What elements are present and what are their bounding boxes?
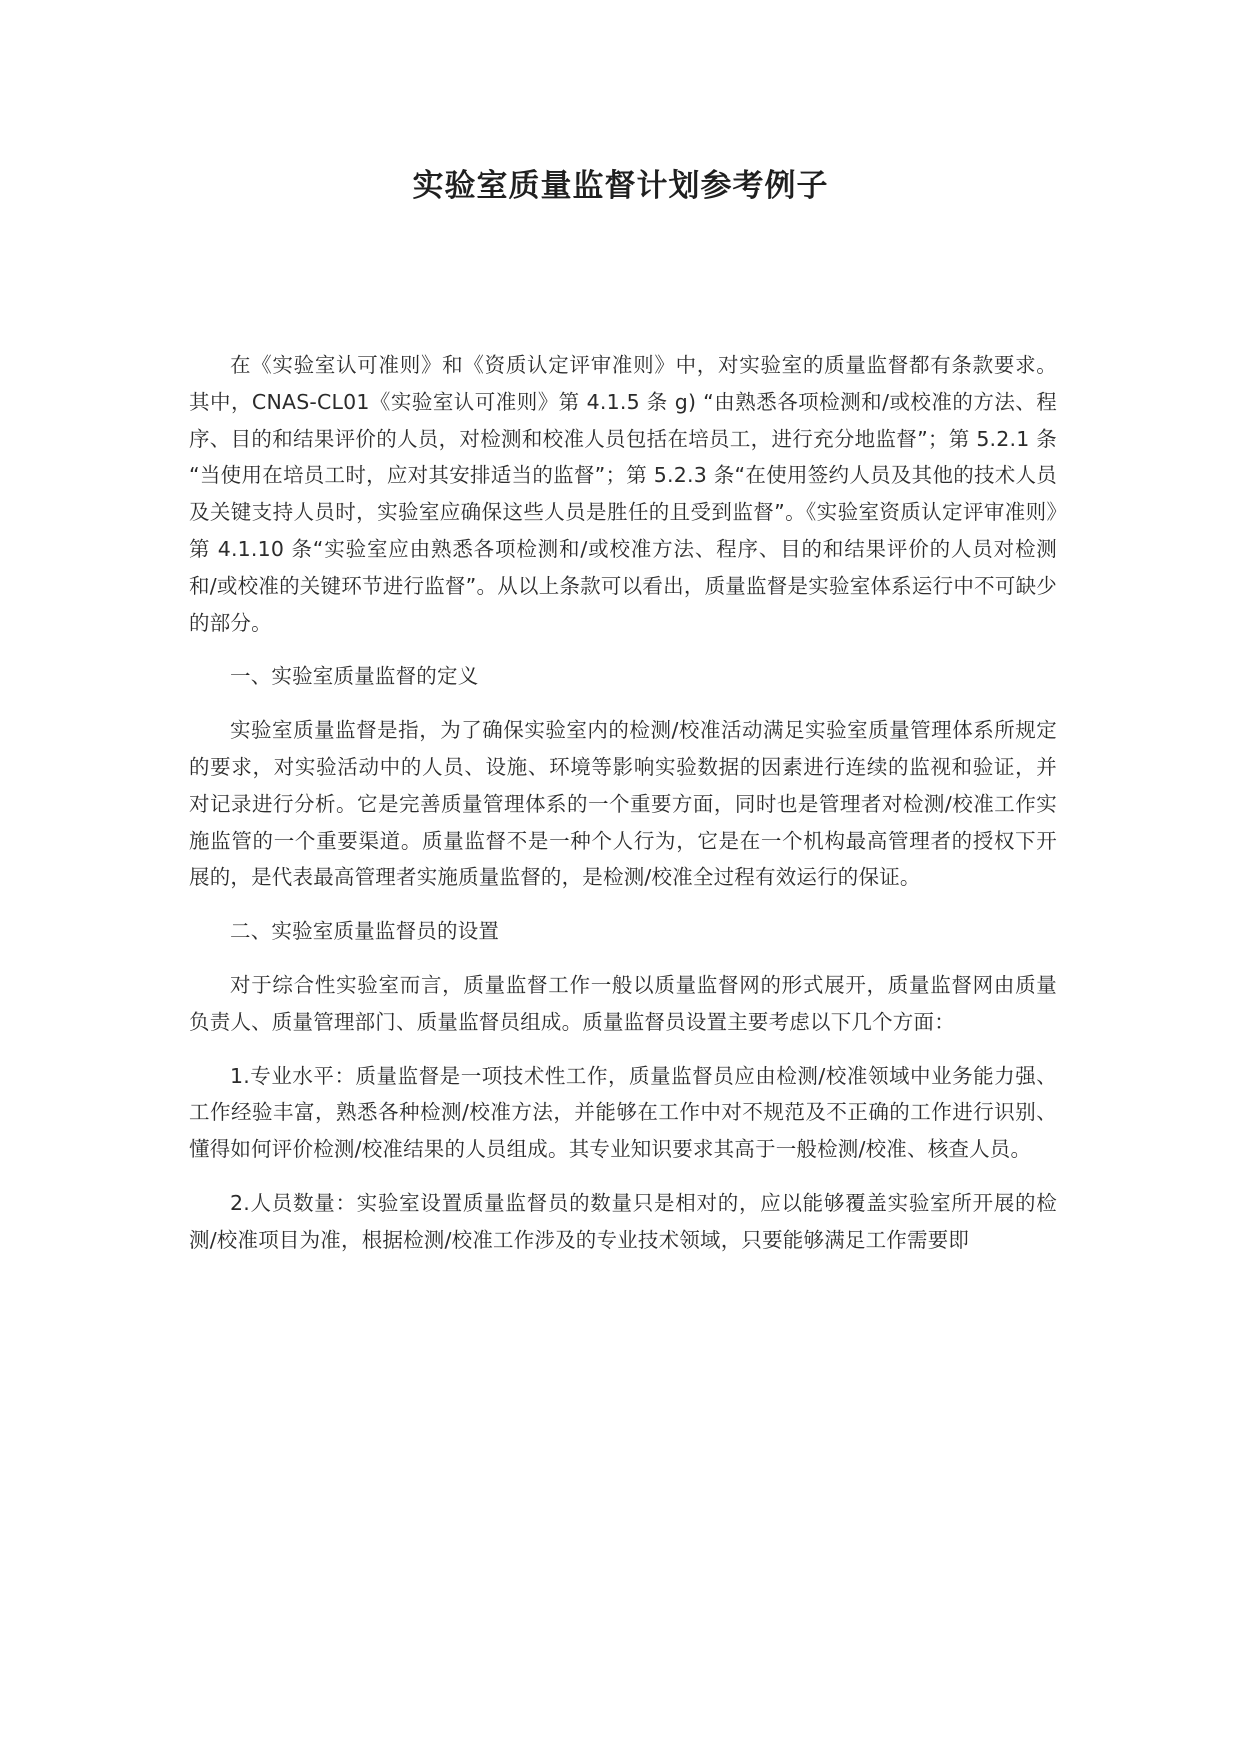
paragraph-gap bbox=[189, 950, 1057, 967]
section-heading-setup: 二、实验室质量监督员的设置 bbox=[230, 919, 500, 944]
paragraph-gap bbox=[189, 641, 1057, 658]
paragraph-gap bbox=[189, 896, 1057, 913]
section-heading-definition: 一、实验室质量监督的定义 bbox=[230, 664, 479, 689]
intro-paragraph: 在《实验室认可准则》和《资质认定评审准则》中，对实验室的质量监督都有条款要求。其中，CNAS-CL01《实验室认可准则》第 4.1.5 条 g) “由熟悉各项检测和/或校准的方法、程序、目的和结果评价的人员，对检测和校准人员包括在培员工，进行充分地监督”；第 5.2.1 条 “当使用在培员工时，应对其安排适当的监督”；第 5.2.3 条“在使用签约人员及其他的技术人员及关键支持人员时，实验室应确保这些人员是胜任的且受到监督”。《实验室资质认定评审准则》第 4.1.10 条“实验室应由熟悉各项检测和/或校准方法、程序、目的和结果评价的人员对检测和/或校准的关键环节进行监督”。从以上条款可以看出，质量监督是实验室体系运行中不可缺少的部分。 bbox=[189, 353, 1057, 635]
setup-paragraph: 对于综合性实验室而言，质量监督工作一般以质量监督网的形式展开，质量监督网由质量负责人、质量管理部门、质量监督员组成。质量监督员设置主要考虑以下几个方面： bbox=[189, 972, 1057, 1034]
definition-paragraph: 实验室质量监督是指，为了确保实验室内的检测/校准活动满足实验室质量管理体系所规定的要求，对实验活动中的人员、设施、环境等影响实验数据的因素进行连续的监视和验证，并对记录进行分析。它是完善质量管理体系的一个重要方面，同时也是管理者对检测/校准工作实施监管的一个重要渠道。质量监督不是一种个人行为，它是在一个机构最高管理者的授权下开展的，是代表最高管理者实施质量监督的，是检测/校准全过程有效运行的保证。 bbox=[189, 718, 1057, 890]
paragraph-gap bbox=[189, 1041, 1057, 1058]
document-body bbox=[189, 347, 1057, 1259]
paragraph-gap bbox=[189, 1168, 1057, 1185]
paragraph-gap bbox=[189, 695, 1057, 712]
document-title: 实验室质量监督计划参考例子 bbox=[412, 168, 829, 204]
item-staff-count: 2.人员数量：实验室设置质量监督员的数量只是相对的，应以能够覆盖实验室所开展的检测/校准项目为准，根据检测/校准工作涉及的专业技术领域，只要能够满足工作需要即 bbox=[189, 1190, 1057, 1252]
item-professional-level: 1.专业水平：质量监督是一项技术性工作，质量监督员应由检测/校准领域中业务能力强、工作经验丰富，熟悉各种检测/校准方法，并能够在工作中对不规范及不正确的工作进行识别、懂得如何评价检测/校准结果的人员组成。其专业知识要求其高于一般检测/校准、核查人员。 bbox=[189, 1063, 1057, 1162]
